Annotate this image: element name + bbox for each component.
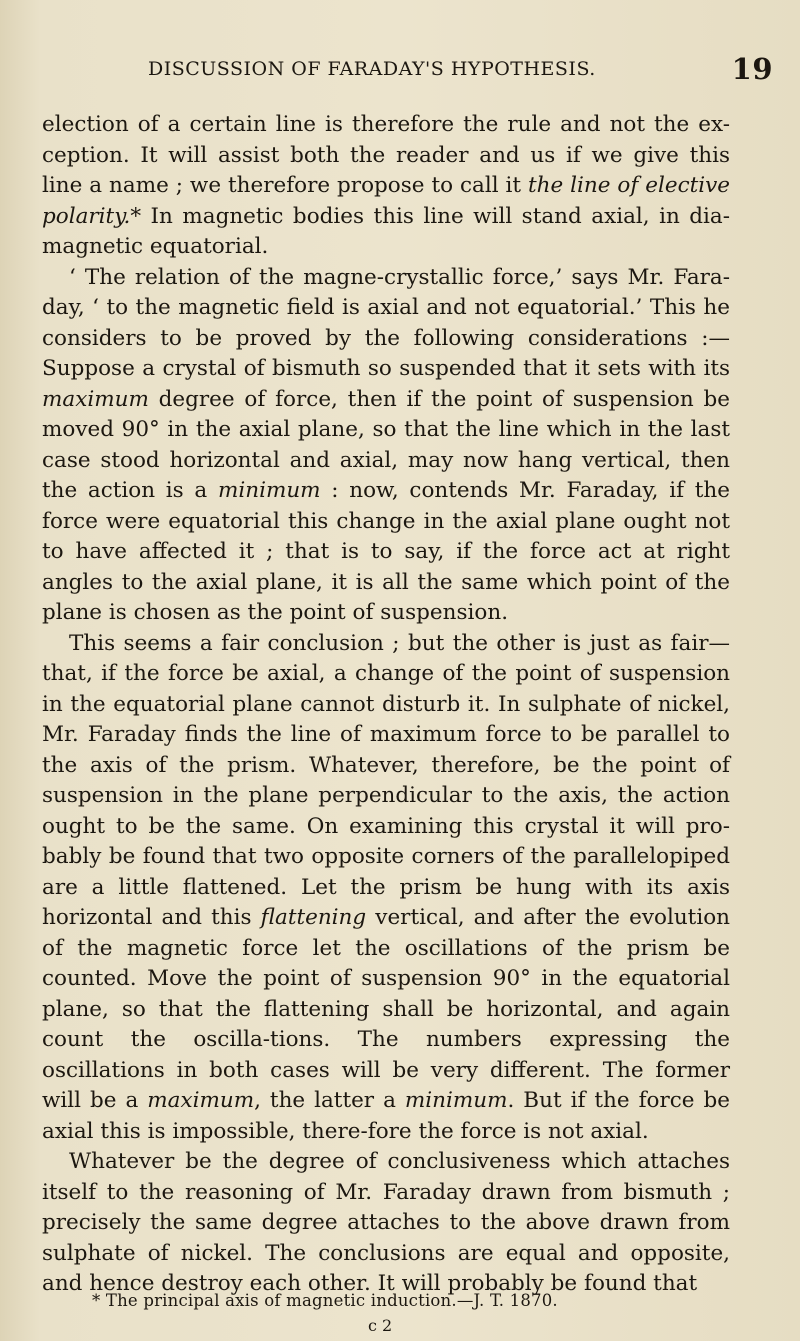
italic-text: maximum [147, 1088, 255, 1113]
text-run: ‘ The relation of the magne-crystallic force,’ says Mr. Fara-day, ‘ to the magnetic field is axial and not equatorial.’ This he considers to be proved by the following considerations :— Suppose a crystal of bismuth so suspended that it sets with its [42, 264, 730, 381]
text-run: . But if the force be axial this is impossible, there-fore the force is not axial. [42, 1088, 730, 1144]
page-number: 19 [731, 52, 773, 86]
body-text [42, 110, 730, 1300]
footnote: * The principal axis of magnetic induction.—J. T. 1870. [92, 1291, 558, 1310]
italic-text: maximum [42, 386, 149, 412]
paragraph [42, 263, 730, 629]
signature-mark: c 2 [368, 1316, 393, 1335]
text-run: Whatever be the degree of conclusiveness which attaches itself to the reasoning of Mr. Faraday drawn from bismuth ; precisely the same degree attaches to the above drawn from sulphate of nickel. The conclusions are equal and opposite, and hence destroy each other. It will probably be found that [42, 1149, 730, 1296]
text-run: degree of force, then if the point of suspension be moved 90° in the axial plane, so that the line which in the last case stood horizontal and axial, may now hang vertical, then the action is a [42, 386, 730, 503]
text-run: vertical, and after the evolution of the magnetic force let the oscillations of the prism be counted. Move the point of suspension 90° in the equatorial plane, so that the flattening shall be horizontal, and again count the oscilla-tions. The numbers expressing the oscillations in both cases will be very different. The former will be a [42, 905, 730, 1113]
running-title: DISCUSSION OF FARADAY'S HYPOTHESIS. [148, 58, 596, 80]
italic-text: minimum [217, 478, 321, 503]
italic-text: the line of elective polarity. [42, 173, 730, 229]
paragraph [42, 110, 730, 263]
italic-text: minimum [404, 1088, 508, 1113]
paragraph [42, 629, 730, 1148]
text-run: election of a certain line is therefore the rule and not the ex-ception. It will assist both the reader and us if we give this line a name ; we therefore propose to call it [42, 112, 730, 198]
text-run: , the latter a [254, 1088, 405, 1113]
italic-text: flattening [260, 905, 367, 930]
text-run: This seems a fair conclusion ; but the other is just as fair— that, if the force be axial, a change of the point of suspension in the equatorial plane cannot disturb it. In sulphate of nickel, Mr. Faraday finds the line of maximum force to be parallel to the axis of the prism. Whatever, therefore, be the point of suspension in the plane perpendicular to the axis, the action ought to be the same. On examining this crystal it will pro-bably be found that two opposite corners of the parallelopiped are a little flattened. Let the prism be hung with its axis horizontal and this [42, 630, 730, 930]
paragraph [42, 1147, 730, 1300]
text-run: * In magnetic bodies this line will stand axial, in dia-magnetic equatorial. [42, 203, 730, 259]
text-run: : now, contends Mr. Faraday, if the force were equatorial this change in the axial plane ought not to have affected it ; that is to say, if the force act at right angles to the axial plane, it is all the same which point of the plane is chosen as the point of suspension. [42, 478, 730, 625]
